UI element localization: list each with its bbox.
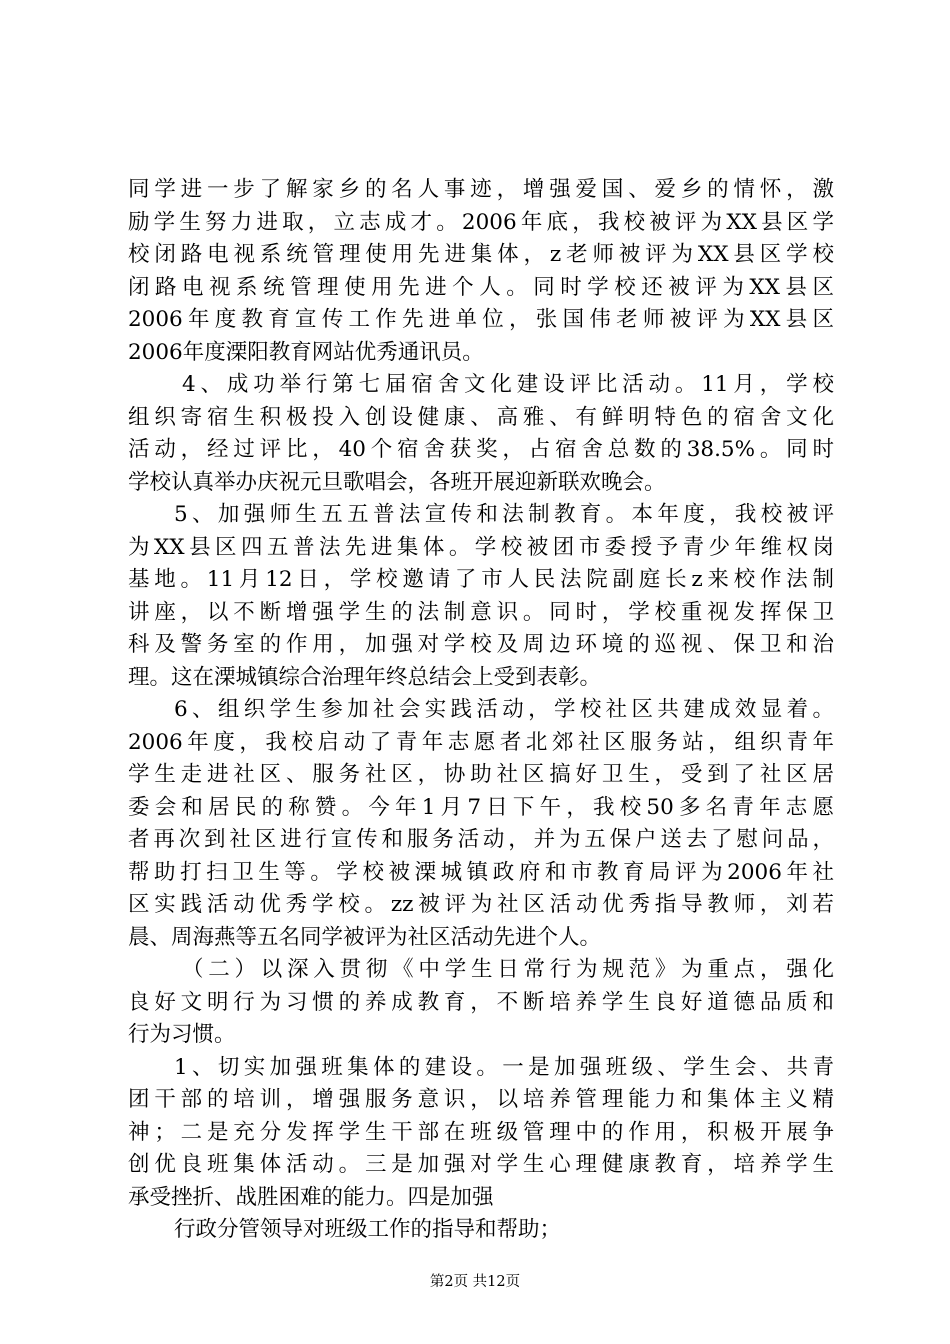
text-line: 组织寄宿生积极投入创设健康、高雅、有鲜明特色的宿舍文化 [128,404,834,430]
text-line: 区实践活动优秀学校。zz被评为社区活动优秀指导教师，刘若 [128,892,834,917]
text-line: 理。这在溧城镇综合治理年终总结会上受到表彰。 [128,664,602,690]
text-line: 委会和居民的称赞。今年1月7日下午，我校50多名青年志愿 [128,794,834,820]
text-line: 帮助打扫卫生等。学校被溧城镇政府和市教育局评为2006年社 [128,859,834,885]
text-line: 5、加强师生五五普法宣传和法制教育。本年度，我校被评 [174,502,834,527]
text-line: 者再次到社区进行宣传和服务活动，并为五保户送去了慰问品， [128,827,834,852]
text-line: 同学进一步了解家乡的名人事迹，增强爱国、爱乡的情怀，激 [128,177,834,202]
text-line: 良好文明行为习惯的养成教育，不断培养学生良好道德品质和 [128,989,834,1015]
text-line: 科及警务室的作用，加强对学校及周边环境的巡视、保卫和治 [128,632,834,657]
text-line: 2006年度，我校启动了青年志愿者北郊社区服务站，组织青年 [128,729,834,755]
text-line: 基地。11月12日，学校邀请了市人民法院副庭长z来校作法制 [128,567,834,592]
text-line: 2006年度溧阳教育网站优秀通讯员。 [128,339,484,365]
text-line: 2006年度教育宣传工作先进单位，张国伟老师被评为XX县区 [128,307,834,332]
text-line: 活动，经过评比，40个宿舍获奖，占宿舍总数的38.5%。同时 [128,437,834,462]
text-line: 创优良班集体活动。三是加强对学生心理健康教育，培养学生 [128,1152,834,1177]
text-line: 闭路电视系统管理使用先进个人。同时学校还被评为XX县区 [128,274,834,300]
text-line: 晨、周海燕等五名同学被评为社区活动先进个人。 [128,924,602,950]
text-line: 行为习惯。 [128,1022,236,1047]
text-line: 励学生努力进取，立志成才。2006年底，我校被评为XX县区学 [128,209,834,235]
text-line: 4、成功举行第七届宿舍文化建设评比活动。11月，学校 [182,372,834,397]
text-line: 学校认真举办庆祝元旦歌唱会，各班开展迎新联欢晚会。 [128,469,666,495]
text-line: 团干部的培训，增强服务意识，以培养管理能力和集体主义精 [128,1087,834,1112]
text-line: 为XX县区四五普法先进集体。学校被团市委授予青少年维权岗 [128,534,834,560]
text-line: 承受挫折、战胜困难的能力。四是加强 [128,1184,494,1210]
page-number-footer: 第2页 共12页 [429,1274,521,1290]
text-line: （二）以深入贯彻《中学生日常行为规范》为重点，强化 [182,957,834,982]
text-line: 行政分管领导对班级工作的指导和帮助； [174,1217,562,1242]
text-line: 校闭路电视系统管理使用先进集体，z老师被评为XX县区学校 [128,242,834,267]
text-line: 1、切实加强班集体的建设。一是加强班级、学生会、共青 [174,1054,834,1080]
text-line: 神；二是充分发挥学生干部在班级管理中的作用，积极开展争 [128,1119,834,1145]
text-line: 讲座，以不断增强学生的法制意识。同时，学校重视发挥保卫 [128,599,834,625]
text-line: 学生走进社区、服务社区，协助社区搞好卫生，受到了社区居 [128,762,834,787]
text-line: 6、组织学生参加社会实践活动，学校社区共建成效显着。 [174,697,834,722]
document-body [128,174,834,1247]
